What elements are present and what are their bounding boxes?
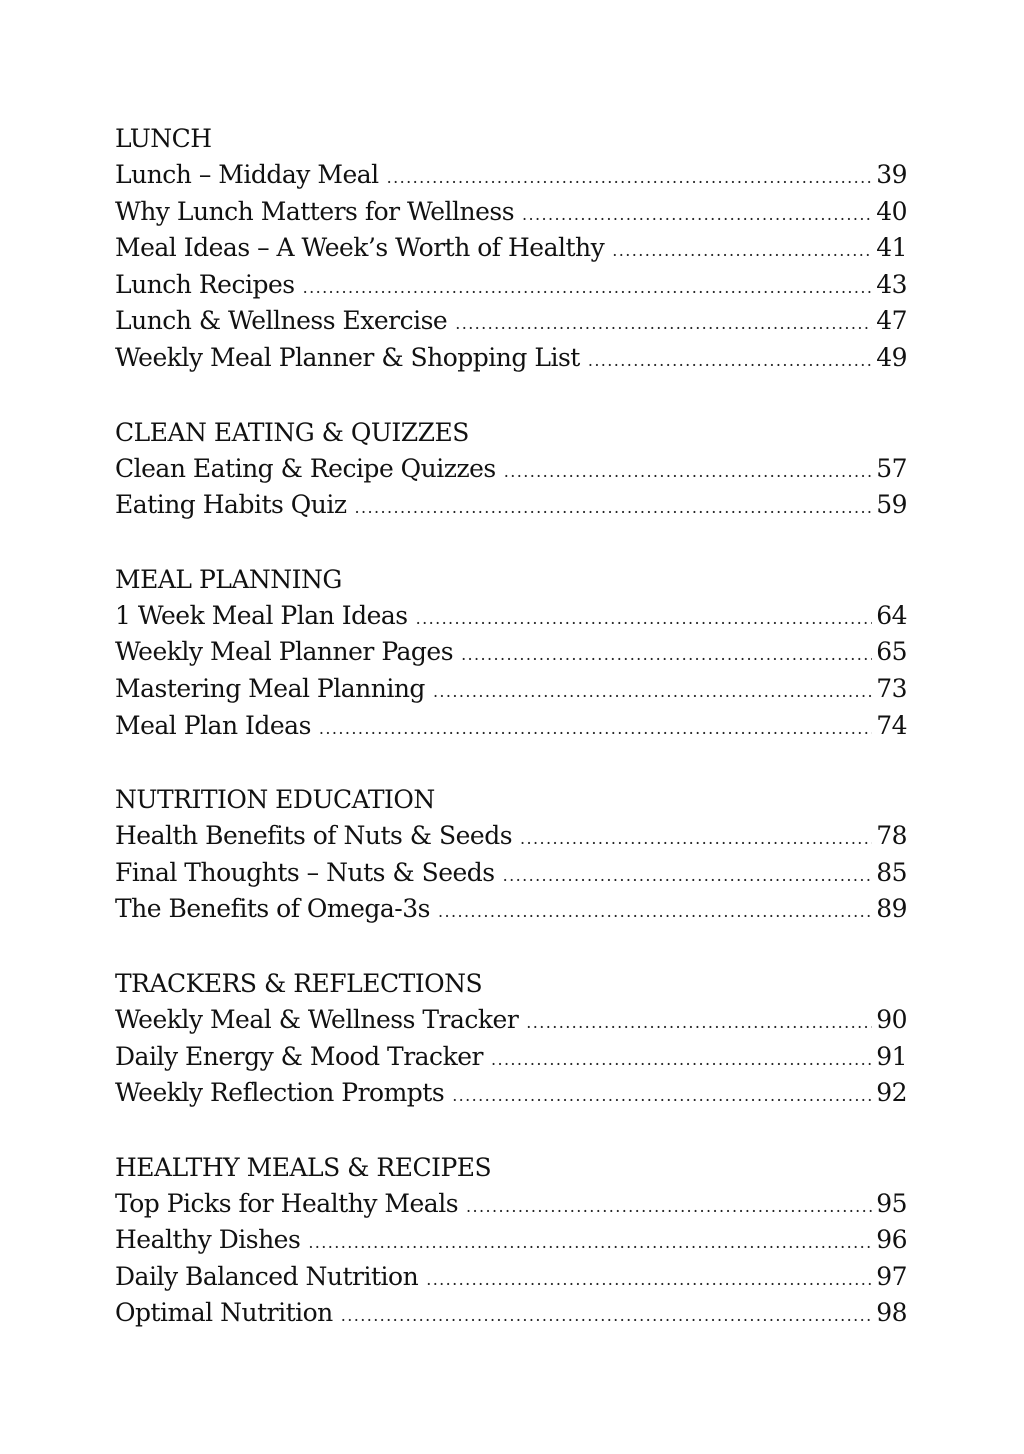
entry-title: Health Benefits of Nuts & Seeds [115, 821, 513, 851]
dot-leader [461, 637, 872, 674]
toc-entry[interactable] [115, 194, 907, 231]
entry-title: Top Picks for Healthy Meals [115, 1188, 459, 1218]
entry-title: Lunch – Midday Meal [115, 160, 379, 189]
dot-leader [319, 711, 872, 748]
entry-title: Daily Energy & Mood Tracker [115, 1041, 483, 1071]
page-number: 98 [876, 1298, 907, 1328]
toc-entry[interactable] [115, 708, 907, 745]
page-number: 97 [876, 1261, 907, 1291]
dot-leader [588, 343, 872, 380]
entry-title: Meal Plan Ideas [115, 710, 311, 740]
dot-leader [612, 233, 872, 270]
page-number: 92 [876, 1078, 907, 1108]
dot-leader [416, 601, 873, 638]
entry-title: Weekly Meal Planner & Shopping List [115, 342, 580, 372]
toc-section [115, 414, 907, 524]
toc-entry[interactable] [115, 818, 907, 855]
toc-entry[interactable] [115, 634, 907, 671]
toc-entry[interactable] [115, 671, 907, 708]
page-number: 78 [876, 821, 907, 851]
section-heading: TRACKERS & REFLECTIONS [115, 968, 483, 998]
toc-entry[interactable] [115, 1002, 907, 1039]
dot-leader [504, 454, 872, 491]
entry-title: Optimal Nutrition [115, 1298, 333, 1328]
toc-entry[interactable] [115, 1186, 907, 1223]
dot-leader [308, 1225, 872, 1262]
entry-title: Weekly Reflection Prompts [115, 1078, 445, 1108]
toc-entry[interactable] [115, 891, 907, 928]
toc-entry[interactable] [115, 598, 907, 635]
entry-title: Daily Balanced Nutrition [115, 1261, 419, 1291]
page-number: 73 [876, 673, 907, 703]
dot-leader [433, 674, 872, 711]
toc-entry[interactable] [115, 487, 907, 524]
toc-entry[interactable] [115, 303, 907, 340]
dot-leader [341, 1298, 872, 1335]
entry-title: 1 Week Meal Plan Ideas [115, 600, 408, 630]
toc-section [115, 561, 907, 744]
dot-leader [303, 270, 873, 307]
page-number: 43 [876, 269, 907, 299]
dot-leader [438, 894, 872, 931]
toc-entry[interactable] [115, 340, 907, 377]
entry-title: Weekly Meal Planner Pages [115, 637, 454, 667]
page-number: 47 [876, 306, 907, 336]
dot-leader [491, 1042, 872, 1079]
toc-section [115, 120, 907, 377]
toc-entry[interactable] [115, 1259, 907, 1296]
toc-entry[interactable] [115, 1039, 907, 1076]
dot-leader [522, 197, 872, 234]
page-number: 57 [876, 453, 907, 483]
page-number: 85 [876, 857, 907, 887]
entry-title: The Benefits of Omega-3s [115, 894, 430, 924]
page-number: 74 [876, 710, 907, 740]
dot-leader [455, 306, 872, 343]
dot-leader [355, 490, 873, 527]
page-number: 91 [876, 1041, 907, 1071]
page-number: 39 [876, 160, 907, 189]
toc-section [115, 1149, 907, 1332]
section-heading: NUTRITION EDUCATION [115, 785, 435, 815]
entry-title: Lunch Recipes [115, 269, 295, 299]
toc-entry[interactable] [115, 1222, 907, 1259]
entry-title: Meal Ideas – A Week’s Worth of Healthy [115, 233, 605, 263]
toc-entry[interactable] [115, 451, 907, 488]
page-number: 89 [876, 894, 907, 924]
dot-leader [520, 821, 872, 858]
section-heading: MEAL PLANNING [115, 564, 342, 594]
toc-entry[interactable] [115, 230, 907, 267]
entry-title: Clean Eating & Recipe Quizzes [115, 453, 496, 483]
toc-entry[interactable] [115, 1075, 907, 1112]
toc-entry[interactable] [115, 855, 907, 892]
entry-title: Eating Habits Quiz [115, 490, 347, 520]
page-number: 96 [876, 1225, 907, 1255]
toc-entry[interactable] [115, 1295, 907, 1332]
toc-entry[interactable] [115, 157, 907, 194]
dot-leader [426, 1262, 872, 1299]
page-number: 95 [876, 1188, 907, 1218]
page-number: 41 [876, 233, 907, 263]
toc-entry[interactable] [115, 267, 907, 304]
entry-title: Why Lunch Matters for Wellness [115, 196, 515, 226]
page-number: 40 [876, 196, 907, 226]
section-heading: LUNCH [115, 124, 212, 153]
page-number: 90 [876, 1004, 907, 1034]
dot-leader [503, 858, 873, 895]
section-heading: HEALTHY MEALS & RECIPES [115, 1152, 492, 1182]
entry-title: Final Thoughts – Nuts & Seeds [115, 857, 495, 887]
dot-leader [526, 1005, 872, 1042]
entry-title: Healthy Dishes [115, 1225, 301, 1255]
entry-title: Weekly Meal & Wellness Tracker [115, 1004, 519, 1034]
dot-leader [466, 1189, 872, 1226]
entry-title: Lunch & Wellness Exercise [115, 306, 448, 336]
toc-section [115, 781, 907, 928]
table-of-contents [115, 120, 907, 1369]
page-number: 64 [876, 600, 907, 630]
toc-section [115, 965, 907, 1112]
entry-title: Mastering Meal Planning [115, 673, 425, 703]
page-number: 49 [876, 342, 907, 372]
section-heading: CLEAN EATING & QUIZZES [115, 417, 469, 447]
page-number: 59 [876, 490, 907, 520]
page-number: 65 [876, 637, 907, 667]
dot-leader [452, 1078, 872, 1115]
dot-leader [387, 160, 873, 197]
